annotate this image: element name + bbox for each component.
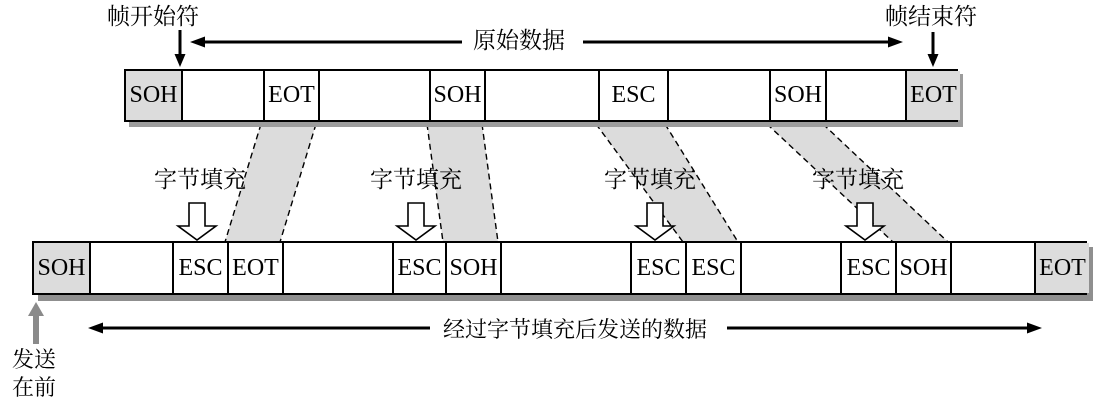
stuffed-frame-cell-2-data [89, 243, 172, 293]
original-frame-cell-9-soh: SOH [769, 71, 825, 120]
sent-data-label: 经过字节填充后发送的数据 [443, 317, 708, 342]
original-frame-cell-1-soh: SOH [126, 71, 181, 120]
byte-stuffing-label-2: 字节填充 [370, 167, 462, 192]
frame-end-arrow [928, 32, 939, 67]
sent-first-label-line2: 在前 [12, 375, 57, 400]
frame-start-arrow [175, 30, 186, 67]
sent-first-label-line1: 发送 [12, 347, 57, 372]
stuffed-frame-cell-1-soh: SOH [34, 243, 89, 293]
original-frame-cell-5-soh: SOH [429, 71, 484, 120]
stuffing-arrow-2 [397, 203, 435, 240]
stuffed-frame-bar [32, 241, 1087, 295]
byte-stuffing-label-1: 字节填充 [154, 167, 246, 192]
original-frame-cell-6-data [484, 71, 598, 120]
sent-first-arrow [28, 302, 44, 344]
stuffed-frame-cell-4-eot: EOT [227, 243, 282, 293]
frame-end-label: 帧结束符 [885, 4, 977, 29]
stuffed-frame-cell-3-esc: ESC [172, 243, 227, 293]
stuffed-frame-cell-8-data [500, 243, 630, 293]
byte-stuffing-label-3: 字节填充 [604, 167, 696, 192]
stuffed-frame-cell-14-data [950, 243, 1034, 293]
original-frame-cell-10-data [825, 71, 905, 120]
stuffed-frame-cell-15-eot: EOT [1034, 243, 1089, 293]
stuffed-frame-cell-9-esc: ESC [630, 243, 685, 293]
stuffed-frame-cell-6-esc: ESC [392, 243, 445, 293]
stuffed-frame-cell-12-esc: ESC [840, 243, 895, 293]
original-frame-cell-3-eot: EOT [263, 71, 318, 120]
original-frame-cell-7-esc: ESC [598, 71, 667, 120]
original-frame-bar [124, 69, 958, 122]
original-frame-cell-4-data [318, 71, 429, 120]
original-data-label: 原始数据 [473, 28, 565, 53]
stuffed-frame-cell-7-soh: SOH [445, 243, 500, 293]
stuffed-frame-cell-5-data [282, 243, 392, 293]
original-frame-cell-2-data [181, 71, 263, 120]
stuffed-frame-cell-10-esc: ESC [685, 243, 740, 293]
stuffed-frame-cell-13-soh: SOH [895, 243, 950, 293]
stuffing-arrow-1 [178, 203, 216, 240]
original-frame-cell-11-eot: EOT [905, 71, 960, 120]
stuffed-frame-cell-11-data [740, 243, 840, 293]
byte-stuffing-label-4: 字节填充 [812, 167, 904, 192]
frame-start-label: 帧开始符 [107, 4, 199, 29]
original-frame-cell-8-data [667, 71, 769, 120]
